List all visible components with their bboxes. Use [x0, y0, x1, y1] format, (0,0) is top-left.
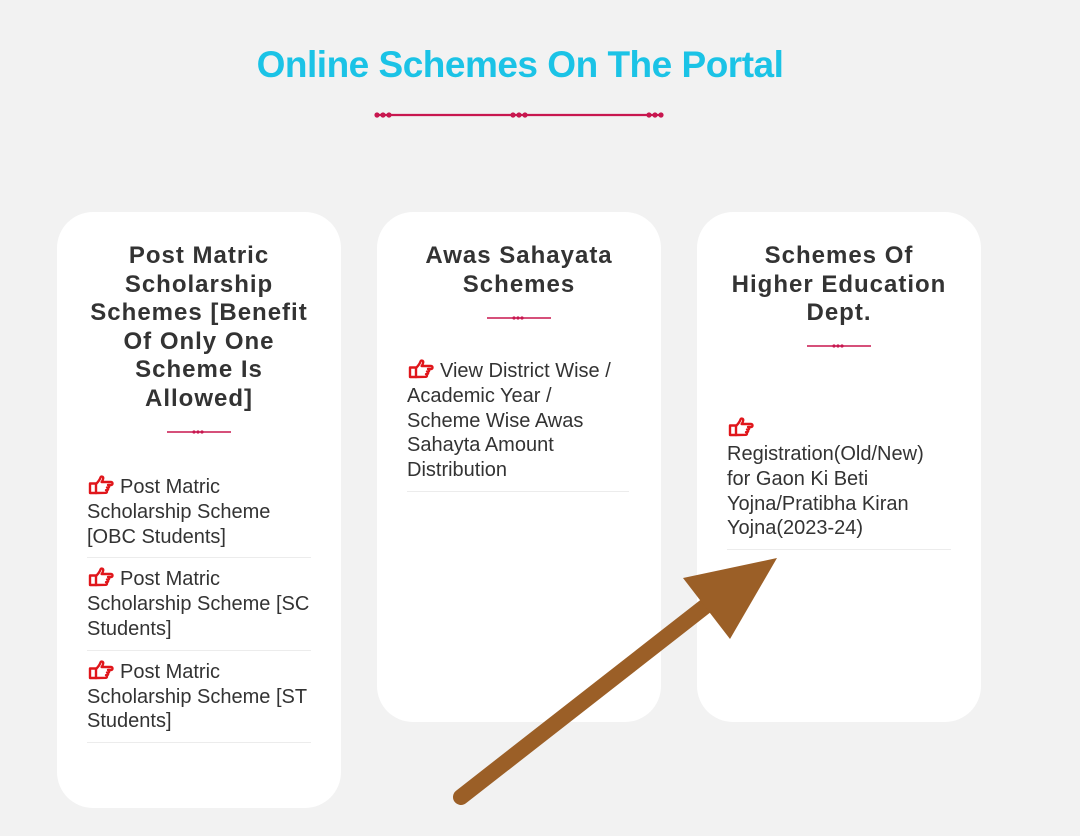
list-item	[407, 358, 629, 492]
pointing-hand-icon	[727, 416, 754, 438]
list-item	[87, 566, 311, 650]
scheme-list	[87, 474, 311, 751]
scheme-link-st[interactable]	[87, 659, 311, 734]
scheme-link-obc[interactable]	[87, 474, 311, 549]
card-divider	[167, 428, 231, 436]
scheme-list	[727, 416, 951, 558]
title-divider	[373, 108, 665, 122]
scheme-link-label: Post Matric Scholarship Scheme [OBC Students]	[87, 476, 271, 548]
card-divider	[487, 314, 551, 322]
scheme-link-gaon-ki-beti-registration[interactable]	[727, 416, 951, 541]
card-divider	[807, 342, 871, 350]
pointing-hand-icon	[87, 474, 114, 496]
list-item	[87, 474, 311, 558]
scheme-card-post-matric	[57, 212, 341, 808]
pointing-hand-icon	[407, 358, 434, 380]
list-item	[87, 659, 311, 743]
card-title: Post Matric Scholarship Schemes [Benefit Of Only One Scheme Is Allowed]	[90, 242, 308, 412]
card-title: Awas Sahayata Schemes	[425, 242, 613, 298]
scheme-link-sc[interactable]	[87, 566, 311, 641]
list-item	[727, 416, 951, 550]
card-title: Schemes Of Higher Education Dept.	[731, 242, 947, 326]
pointing-hand-icon	[87, 566, 114, 588]
scheme-link-label: Post Matric Scholarship Scheme [ST Students]	[87, 660, 307, 733]
scheme-link-label: Registration(Old/New) for Gaon Ki Beti Yojna/Pratibha Kiran Yojna(2023-24)	[727, 443, 924, 540]
pointing-hand-icon	[87, 659, 114, 681]
scheme-link-label: View District Wise / Academic Year / Scheme Wise Awas Sahayta Amount Distribution	[407, 360, 611, 482]
scheme-list	[407, 358, 629, 500]
scheme-link-awas-distribution[interactable]	[407, 358, 629, 483]
scheme-card-awas-sahayata	[377, 212, 661, 722]
scheme-card-higher-education	[697, 212, 981, 722]
page-title: Online Schemes On The Portal	[256, 44, 784, 85]
scheme-link-label: Post Matric Scholarship Scheme [SC Students]	[87, 568, 310, 640]
